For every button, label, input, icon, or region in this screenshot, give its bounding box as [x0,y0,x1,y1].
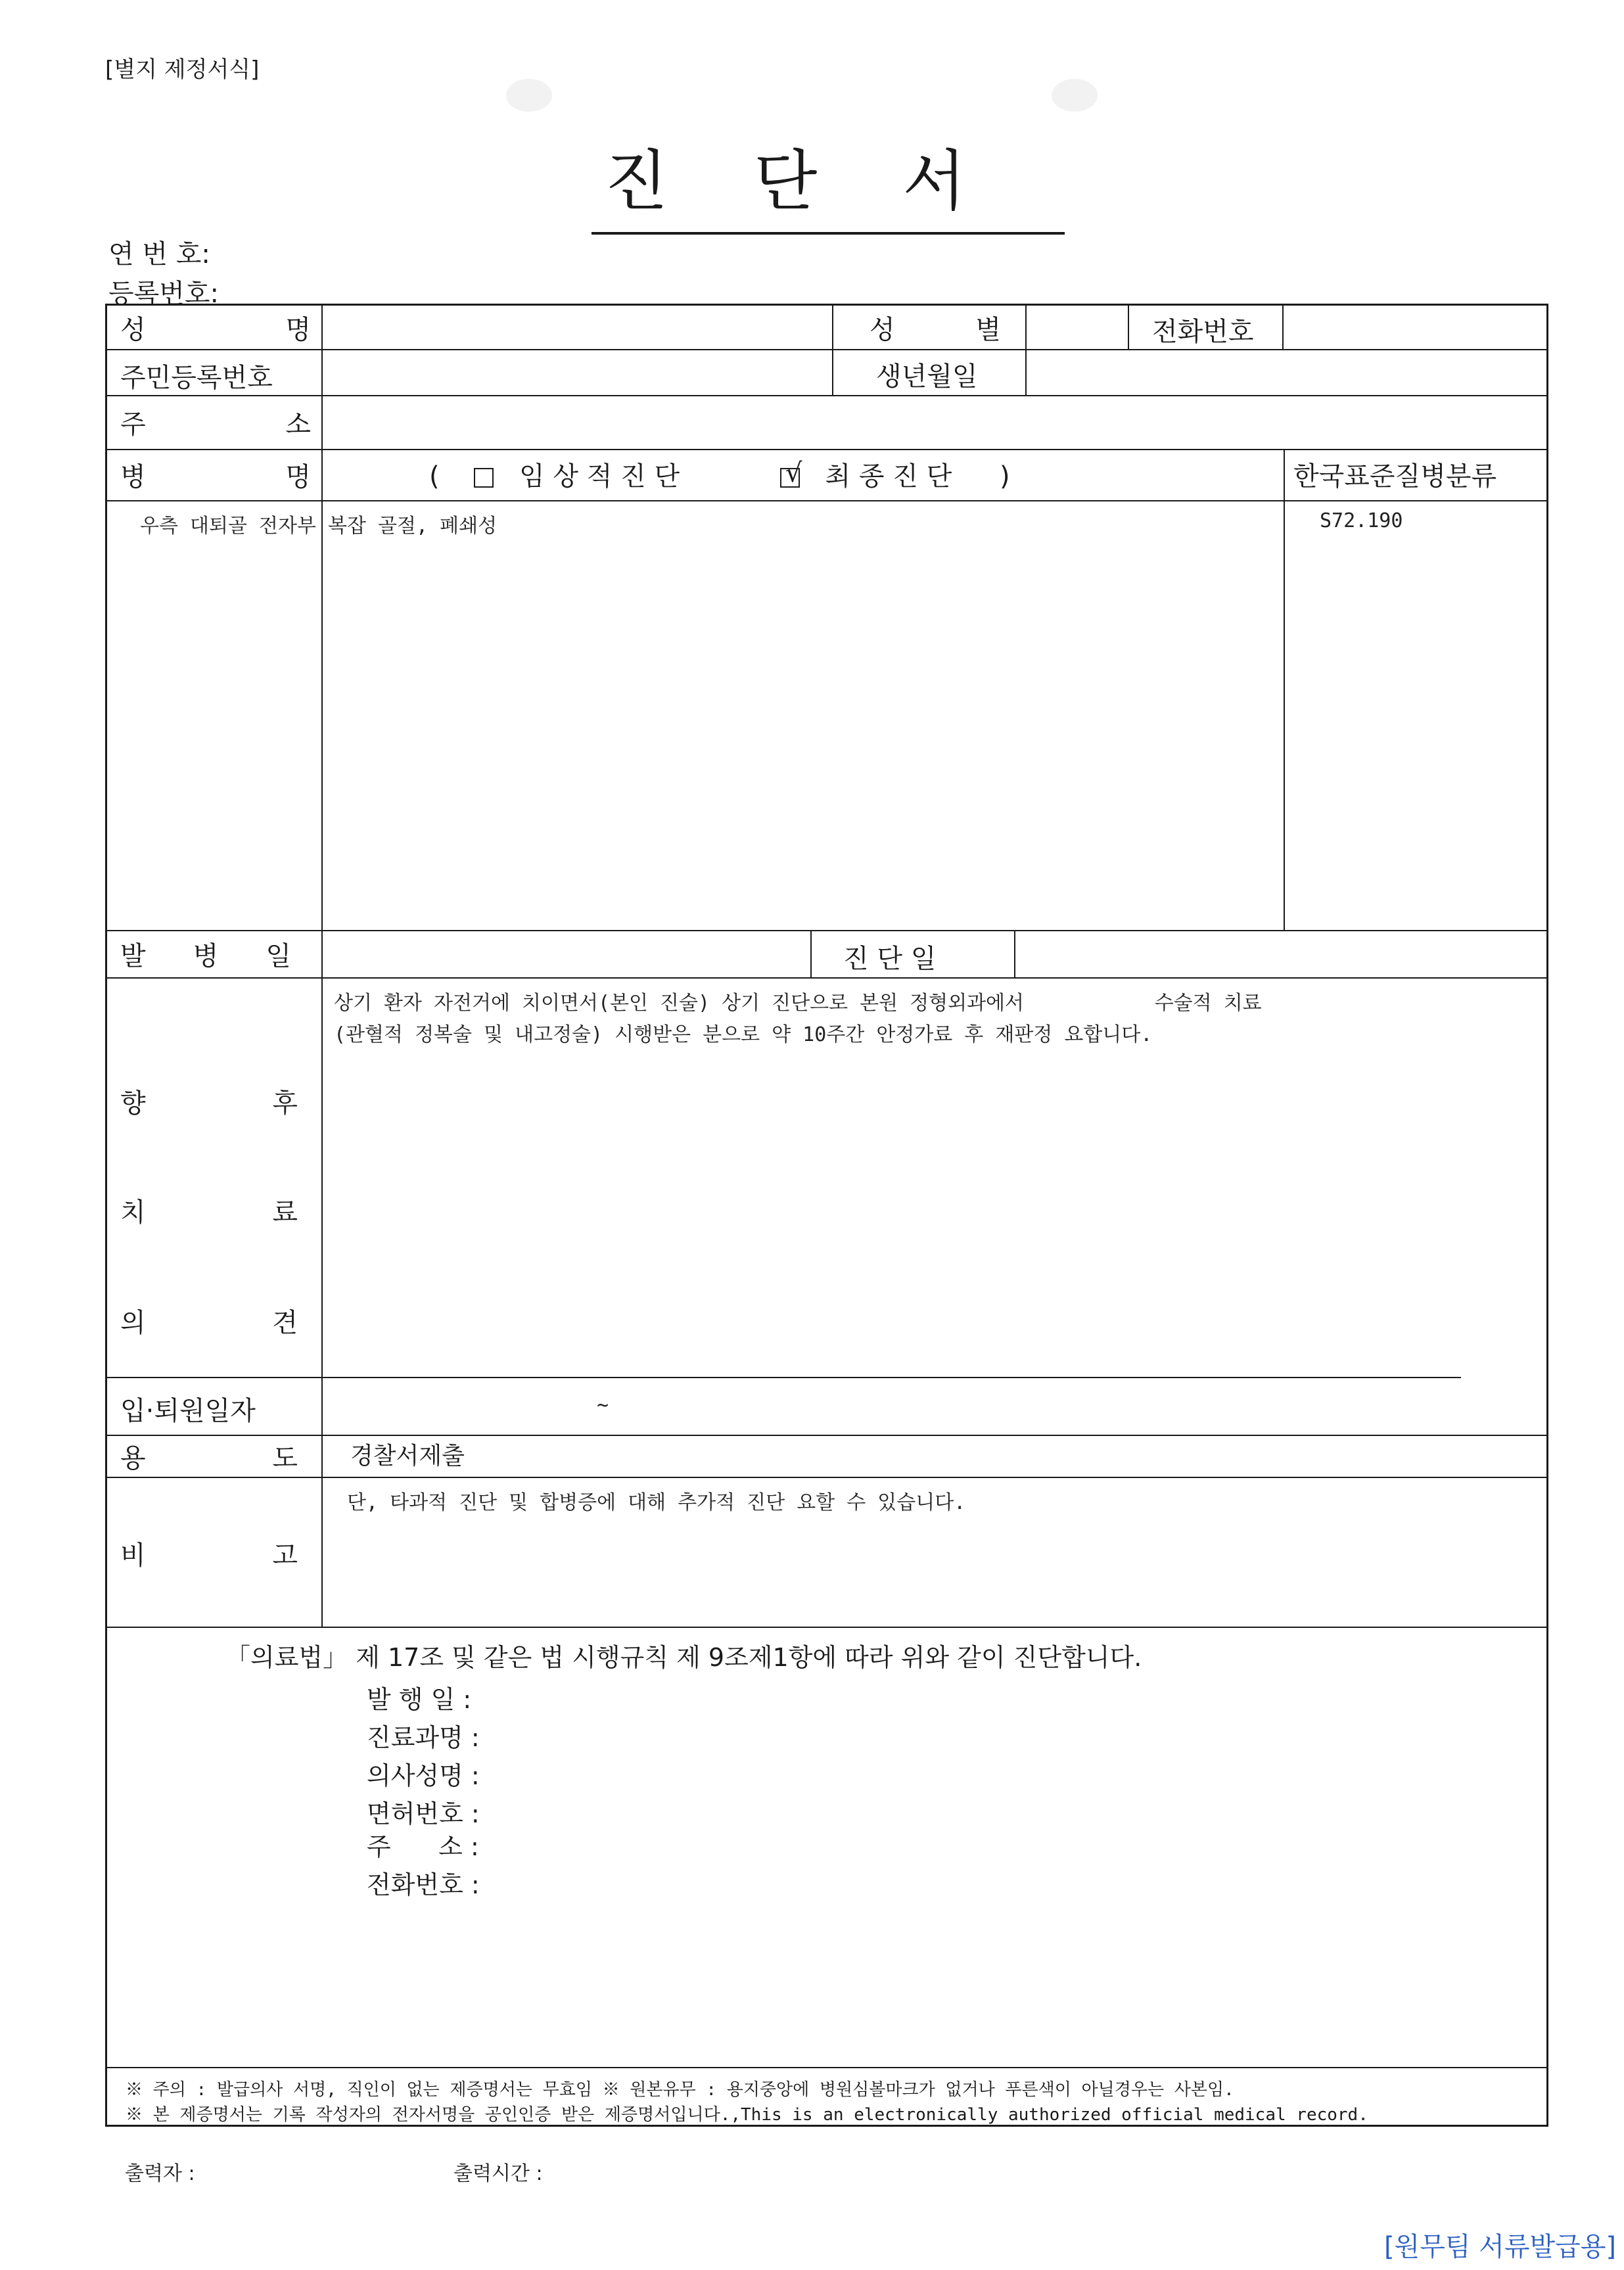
name-label: 성 명 [120,314,311,345]
disease-label: 병 명 [120,461,311,492]
resident-registration-number-label: 주민등록번호 [120,363,273,393]
kcd-label: 한국표준질병분류 [1293,461,1497,492]
registration-number-label: 등록번호: [108,279,220,309]
issue-date-field: 발 행 일 : [367,1685,472,1714]
date-of-birth-label: 생년월일 [876,361,978,392]
license-number-field: 면허번호 : [367,1799,480,1828]
notice-line-1: ※ 주의 : 발급의사 서명, 직인이 없는 제증명서는 무효임 ※ 원본유무 : 용지중앙에 병원심볼마크가 없거나 푸른색이 아닐경우는 사본임. [126,2080,1234,2100]
form-code: [별지 제정서식] [105,57,260,83]
diagnosis-type-group: ( 임 상 적 진 단 √ 최 종 진 단 ) [429,458,1010,492]
doctor-address-field: 주 소 : [367,1832,479,1861]
address-label: 주 소 [120,409,311,440]
purpose-value: 경찰서제출 [350,1443,465,1470]
issuance-stamp: [원무팀 서류발급용] [1383,2232,1616,2262]
clinical-diagnosis-checkbox[interactable] [474,468,494,488]
punch-hole-right [1052,79,1098,112]
prognosis-label-1: 향 후 [120,1088,298,1119]
department-field: 진료과명 : [367,1723,480,1752]
prognosis-label-2: 치 료 [120,1197,298,1228]
sex-label: 성 별 [870,314,1001,345]
prognosis-label-3: 의 견 [120,1307,298,1338]
onset-date-label: 발 병 일 [120,940,291,971]
document-title: 진단서 [592,128,1065,235]
notice-line-2: ※ 본 제증명서는 기록 작성자의 전자서명을 공인인증 받은 제증명서입니다.,This is an electronically authorized official medical record. [126,2105,1368,2125]
disease-value: 우측 대퇴골 전자부 복잡 골절, 폐쇄성 [140,515,498,538]
printer-label: 출력자 : [125,2162,195,2185]
punch-hole-left [506,79,552,112]
diagnosis-date-label: 진 단 일 [843,944,937,974]
remarks-label: 비 고 [120,1540,298,1571]
checkmark-icon: √ [785,458,802,488]
purpose-label: 용 도 [120,1443,298,1473]
final-diagnosis-label: 최 종 진 단 [825,461,952,492]
certificate-form [105,304,1548,2127]
kcd-code-value: S72.190 [1320,509,1403,532]
final-diagnosis-checkbox[interactable] [780,458,802,488]
admission-discharge-label: 입·퇴원일자 [120,1396,256,1426]
prognosis-line-1: 상기 환자 자전거에 치이면서(본인 진술) 상기 진단으로 본원 정형외과에서 수술적 치료 [334,992,1262,1015]
admission-discharge-value: ~ [597,1394,609,1417]
phone-label: 전화번호 [1152,317,1254,347]
remarks-value: 단, 타과적 진단 및 합병증에 대해 추가적 진단 요할 수 있습니다. [347,1491,966,1514]
doctor-name-field: 의사성명 : [367,1761,480,1790]
serial-number-label: 연 번 호: [108,239,210,269]
clinical-diagnosis-label: 임 상 적 진 단 [519,461,680,492]
print-time-label: 출력시간 : [453,2162,543,2185]
legal-statement: 「의료법」 제 17조 및 같은 법 시행규칙 제 9조제1항에 따라 위와 같이 진단합니다. [225,1643,1142,1672]
prognosis-line-2: (관혈적 정복술 및 내고정술) 시행받은 분으로 약 10주간 안정가료 후 재판정 요합니다. [334,1023,1153,1046]
doctor-phone-field: 전화번호 : [367,1870,480,1899]
